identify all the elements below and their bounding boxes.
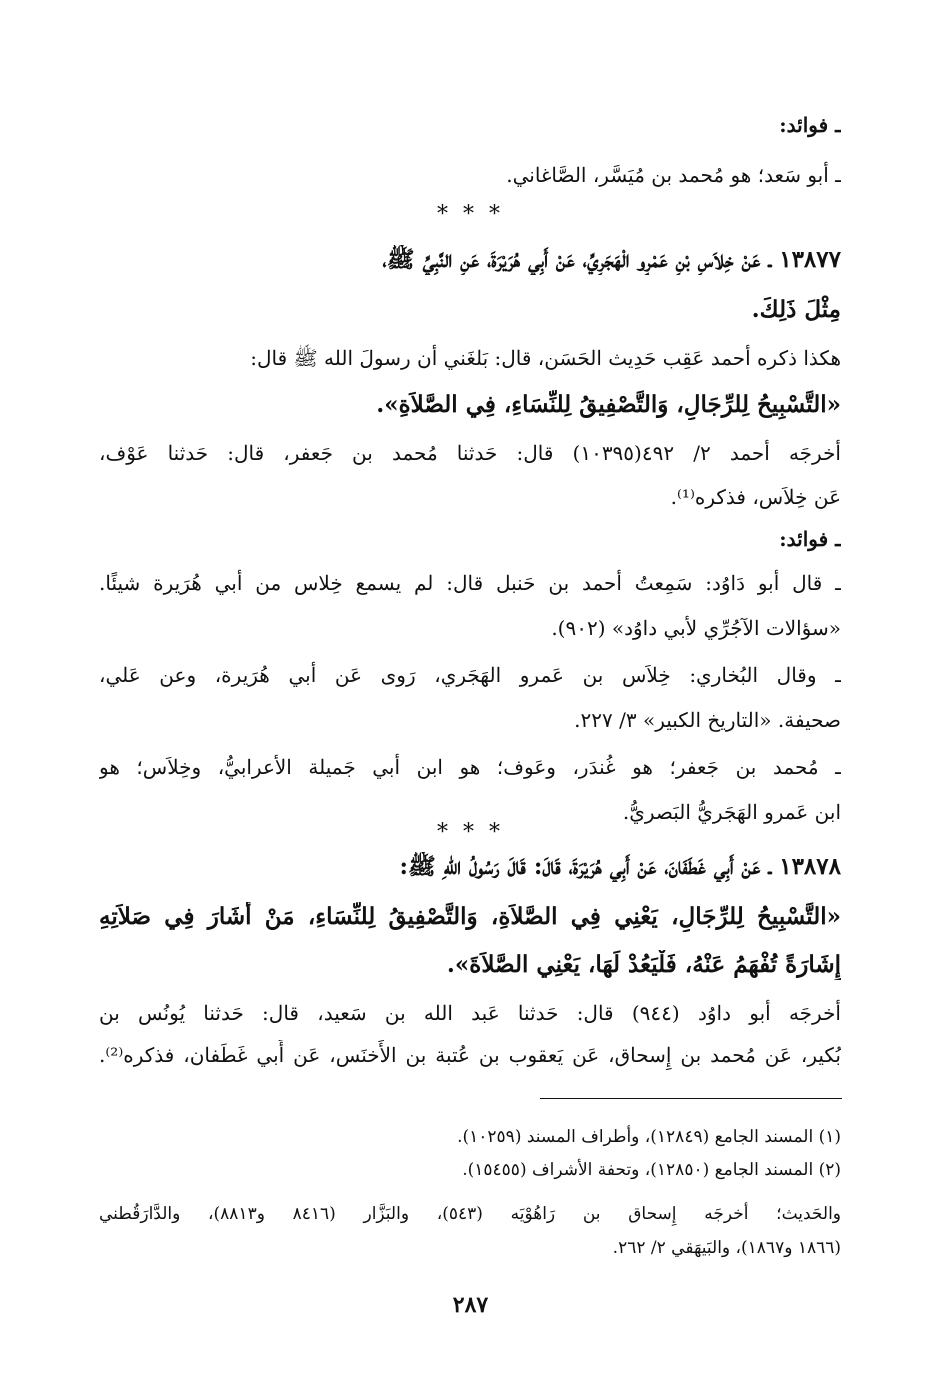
takhrij-1-line-1: أخرجَه أحمد ٢/ ٤٩٢(١٠٣٩٥) قال: حَدثنا مُحمد بن جَعفر، قال: حَدثنا عَوْف، xyxy=(99,441,841,465)
bukhari-line-2: صحيفة. «التاريخ الكبير» ٣/ ٢٢٧. xyxy=(574,708,841,732)
abu-saad-line: ـ أبو سَعد؛ هو مُحمد بن مُيَسَّر، الصَّاغاني. xyxy=(506,163,841,187)
takhrij-2-line-2: بُكير، عَن مُحمد بن إِسحاق، عَن يَعقوب بن عُتبة بن الأَخنَس، عَن أَبي غَطَفان، فذكره⁽²⁾. xyxy=(99,1043,841,1067)
page-number: ٢٨٧ xyxy=(452,1292,489,1318)
hakadha-line: هكذا ذكره أحمد عَقِب حَدِيث الحَسَن، قال: بَلغَني أن رسولَ الله ﷺ قال: xyxy=(250,346,841,370)
hadith-13878-line-2: «التَّسْبِيحُ لِلرِّجَالِ، يَعْنِي فِي الصَّلاَةِ، وَالتَّصْفِيقُ لِلنِّسَاءِ، مَنْ أَشَارَ فِي صَلاَتِهِ xyxy=(99,903,841,930)
footnote-2: (٢) المسند الجامع (١٢٨٥٠)، وتحفة الأشراف (١٥٤٥٥). xyxy=(462,1160,841,1180)
footnote-divider xyxy=(540,1098,842,1099)
hadith-13877-line-2: مِثْلَ ذَلِكَ. xyxy=(751,296,841,323)
fawaid-heading: ـ فوائد: xyxy=(779,113,841,137)
hadith-13877-line-1: ١٣٨٧٧ ـ عَنْ خِلاَسِ بْنِ عَمْرٍو الْهَجَرِيِّ، عَنْ أَبِي هُرَيْرَةَ، عَنِ النَّبِيِّ ﷺ، xyxy=(382,246,841,273)
takhrij-2-line-1: أخرجَه أبو داوُد (٩٤٤) قال: حَدثنا عَبد الله بن سَعيد، قال: حَدثنا يُونُس بن xyxy=(99,1001,841,1025)
hadith-13878-line-3: إِشَارَةً تُفْهَمُ عَنْهُ، فَلْيَعُدْ لَهَا، يَعْنِي الصَّلاَةَ». xyxy=(446,951,841,978)
footnote-1: (١) المسند الجامع (١٢٨٤٩)، وأطراف المسند (١٠٢٥٩). xyxy=(457,1127,841,1147)
tasbih-line: «التَّسْبِيحُ لِلرِّجَالِ، وَالتَّصْفِيقُ لِلنِّسَاءِ، فِي الصَّلاَةِ». xyxy=(376,391,841,418)
bukhari-line-1: ـ وقال البُخاري: خِلاَس بن عَمرو الهَجَري، رَوى عَن أبي هُرَيرة، وعن عَلي، xyxy=(99,663,841,687)
takhrij-1-line-2: عَن خِلاَس، فذكره⁽¹⁾. xyxy=(670,485,841,509)
footnote-2-continuation-2: (١٨٦٦ و١٨٦٧)، والبَيهَقي ٢/ ٢٦٢. xyxy=(612,1238,841,1258)
separator-stars: * * * xyxy=(437,202,504,227)
narrators-line-1: ـ مُحمد بن جَعفر؛ هو غُندَر، وعَوف؛ هو ابن أبي جَميلة الأعرابيُّ، وخِلاَس؛ هو xyxy=(99,755,841,779)
abu-dawud-line-2: «سؤالات الآجُرِّي لأبي داوُد» (٩٠٢). xyxy=(551,616,841,640)
fawaid-heading-2: ـ فوائد: xyxy=(779,527,841,551)
abu-dawud-line-1: ـ قال أبو دَاوُد: سَمِعتُ أحمد بن حَنبل قال: لم يسمع خِلاس من أبي هُرَيرة شيئًا. xyxy=(99,571,841,595)
separator-stars-2: * * * xyxy=(437,820,504,845)
narrators-line-2: ابن عَمرو الهَجَريُّ البَصريُّ. xyxy=(622,800,841,824)
hadith-13878-line-1: ١٣٨٧٨ ـ عَنْ أَبِي غَطَفَانَ، عَنْ أَبِي هُرَيْرَةَ، قَالَ: قَالَ رَسُولُ اللهِ ﷺ: xyxy=(399,853,841,880)
footnote-2-continuation-1: والحَديث؛ أخرجَه إِسحاق بن رَاهُوْيَه (٥٤٣)، والبَزَّار (٨٤١٦ و٨٨١٣)، والدَّارَقُطني xyxy=(99,1204,841,1224)
